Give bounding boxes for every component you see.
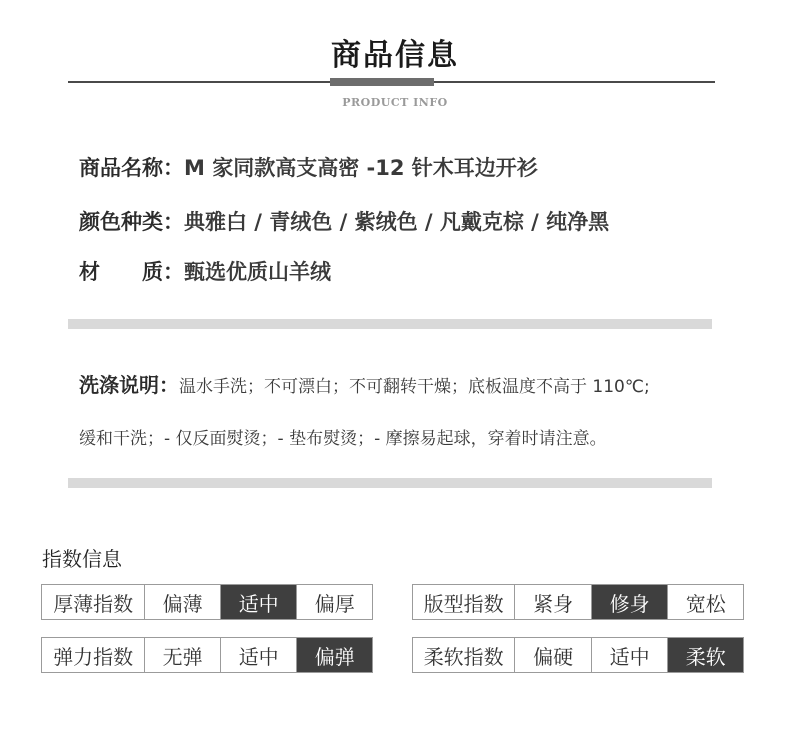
index-label: 版型指数 <box>423 591 504 616</box>
index-table-thickness <box>41 584 373 620</box>
product-material-label: 材 质： <box>79 260 184 284</box>
product-name-label: 商品名称： <box>79 156 184 180</box>
wash-text-1: 温水手洗；不可漂白；不可翻转干燥；底板温度不高于 110℃; <box>179 377 650 397</box>
product-name-value: M 家同款高支高密 -12 针木耳边开衫 <box>184 156 538 180</box>
product-name-row <box>79 152 538 182</box>
index-label: 柔软指数 <box>423 644 504 669</box>
index-table-elasticity <box>41 637 373 673</box>
index-option-selected: 偏弹 <box>296 638 372 672</box>
index-option: 紧身 <box>514 585 591 619</box>
index-option-selected: 修身 <box>591 585 668 619</box>
index-table-softness <box>412 637 744 673</box>
product-material-row <box>79 256 331 286</box>
section-divider-bottom <box>68 478 712 488</box>
product-colors-label: 颜色种类： <box>79 210 184 234</box>
product-colors-value: 典雅白 / 青绒色 / 紫绒色 / 凡戴克棕 / 纯净黑 <box>184 210 610 234</box>
index-title: 指数信息 <box>42 547 122 571</box>
title-accent-bar <box>330 78 434 86</box>
index-table-fit <box>412 584 744 620</box>
index-option: 适中 <box>220 638 297 672</box>
index-option: 偏薄 <box>144 585 220 619</box>
index-option: 偏厚 <box>296 585 372 619</box>
index-option-selected: 柔软 <box>667 638 743 672</box>
index-option: 适中 <box>591 638 668 672</box>
wash-line-2 <box>79 424 607 449</box>
index-option: 无弹 <box>144 638 220 672</box>
index-label: 厚薄指数 <box>53 591 134 616</box>
product-material-value: 甄选优质山羊绒 <box>184 260 331 284</box>
index-option: 偏硬 <box>514 638 591 672</box>
wash-label: 洗涤说明： <box>79 373 179 397</box>
page-title: 商品信息 <box>331 38 459 73</box>
index-option: 宽松 <box>667 585 743 619</box>
section-divider-top <box>68 319 712 329</box>
index-label: 弹力指数 <box>53 644 134 669</box>
index-option-selected: 适中 <box>220 585 297 619</box>
wash-text-2: 缓和干洗；- 仅反面熨烫；- 垫布熨烫；- 摩擦易起球，穿着时请注意。 <box>79 429 607 449</box>
wash-line-1 <box>79 369 650 398</box>
product-colors-row <box>79 206 609 236</box>
page-subtitle: PRODUCT INFO <box>342 96 448 109</box>
